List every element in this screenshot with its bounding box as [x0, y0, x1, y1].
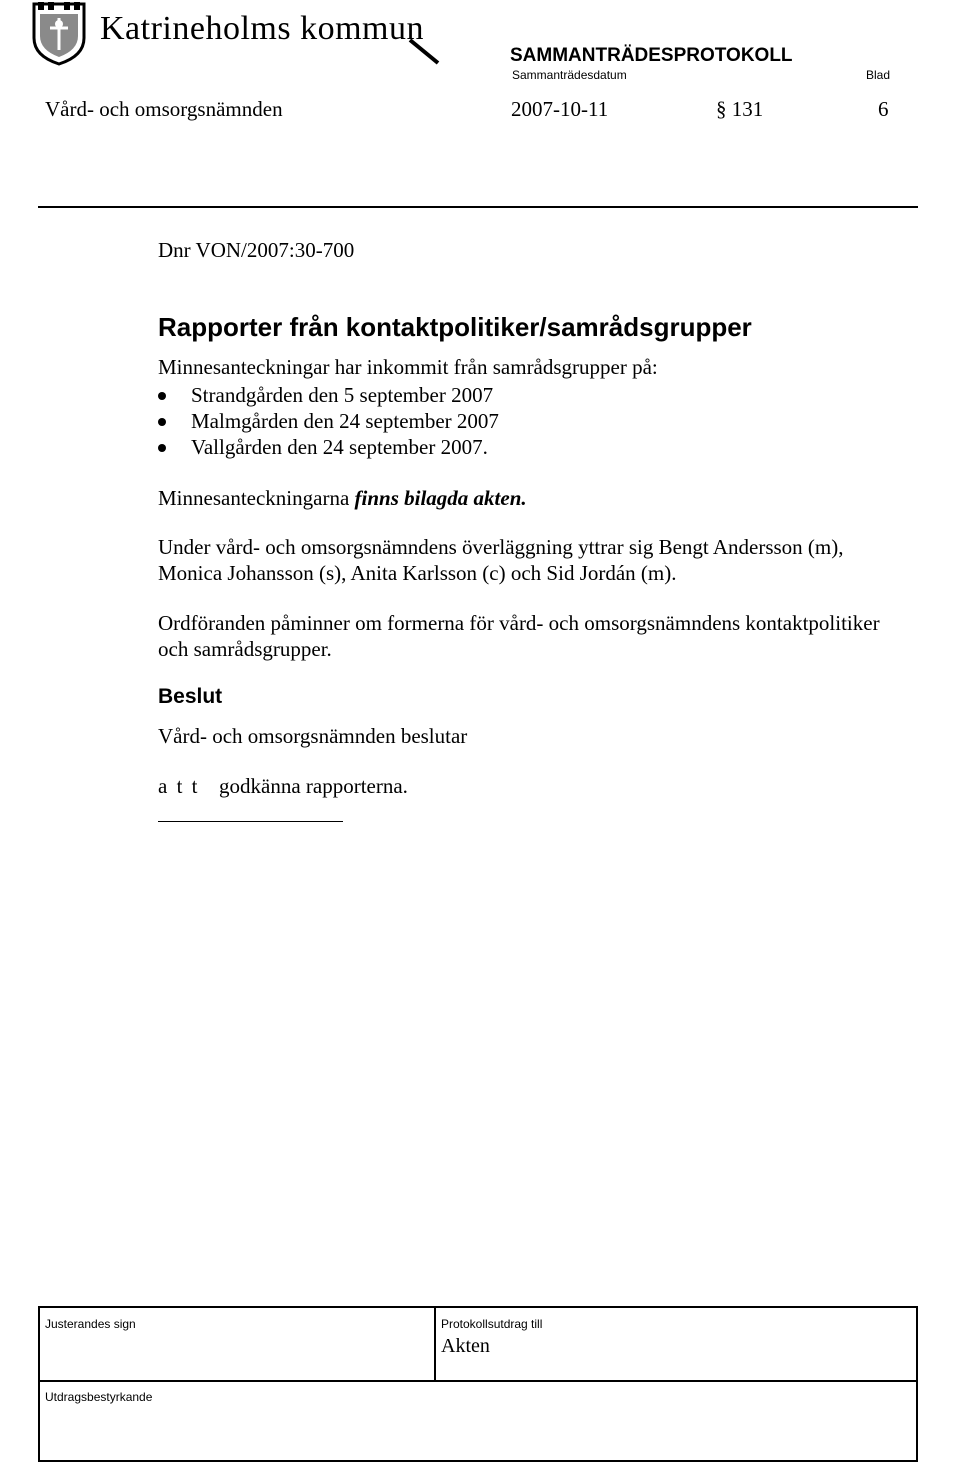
list-item-text: Vallgården den 24 september 2007. — [191, 435, 488, 459]
list-item-text: Malmgården den 24 september 2007 — [191, 409, 499, 433]
chair-text-line: och samrådsgrupper. — [158, 637, 332, 661]
signature-label: Justerandes sign — [45, 1317, 136, 1331]
page-number: 6 — [878, 97, 889, 121]
municipality-logo-text: Katrineholms kommun — [100, 10, 424, 47]
chair-text-line: Ordföranden påminner om formerna för vård- och omsorgsnämndens kontaktpolitiker — [158, 611, 880, 635]
protocol-title: SAMMANTRÄDESPROTOKOLL — [510, 45, 793, 66]
certification-label: Utdragsbestyrkande — [45, 1390, 153, 1404]
decision-text: godkänna rapporterna. — [219, 774, 408, 798]
intro-text: Minnesanteckningar har inkommit från samrådsgrupper på: — [158, 355, 658, 379]
header-divider — [38, 206, 918, 208]
list-item-text: Strandgården den 5 september 2007 — [191, 383, 494, 407]
decision-heading: Beslut — [158, 685, 223, 708]
page-label: Blad — [866, 68, 891, 82]
section-heading: Rapporter från kontaktpolitiker/samrådsgrupper — [158, 312, 752, 342]
minutes-note-plain: Minnesanteckningarna — [158, 486, 355, 510]
end-divider — [158, 821, 343, 822]
extract-label: Protokollsutdrag till — [441, 1317, 543, 1331]
bullet-icon — [158, 392, 166, 400]
committee-name: Vård- och omsorgsnämnden — [45, 97, 283, 121]
bullet-icon — [158, 418, 166, 426]
footer-column-divider — [434, 1306, 436, 1381]
discussion-text-line: Monica Johansson (s), Anita Karlsson (c) och Sid Jordán (m). — [158, 561, 677, 585]
footer-divider — [38, 1380, 918, 1382]
meeting-date-label: Sammanträdesdatum — [512, 68, 627, 82]
att-marker: a t t — [158, 774, 200, 798]
bullet-icon — [158, 444, 166, 452]
extract-recipient: Akten — [441, 1335, 490, 1357]
minutes-note — [158, 486, 527, 511]
case-number: Dnr VON/2007:30-700 — [158, 238, 355, 262]
municipality-crest-icon — [30, 0, 88, 66]
meeting-date: 2007-10-11 — [511, 97, 609, 121]
paragraph-number: § 131 — [716, 97, 764, 121]
discussion-text-line: Under vård- och omsorgsnämndens överläggning yttrar sig Bengt Andersson (m), — [158, 535, 844, 559]
decision-intro: Vård- och omsorgsnämnden beslutar — [158, 724, 468, 748]
logo-swoosh-icon — [408, 36, 442, 66]
minutes-note-emphasis: finns bilagda akten. — [354, 486, 527, 510]
